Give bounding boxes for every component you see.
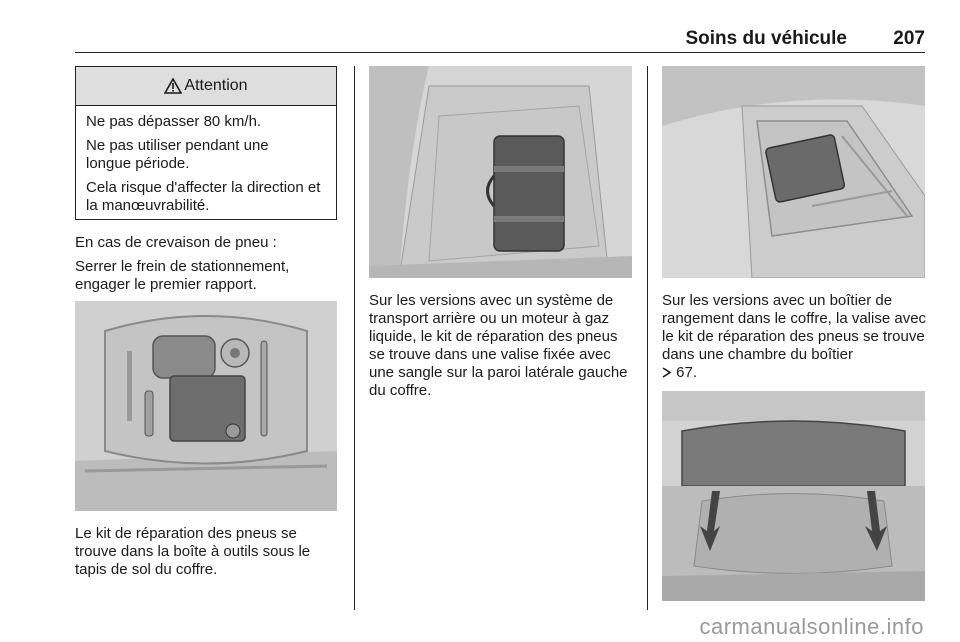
col3-caption <box>662 292 927 382</box>
storage-box-photo <box>662 66 925 278</box>
photo-caption <box>662 292 927 382</box>
trunk-case-photo <box>369 66 632 278</box>
col1-text <box>75 234 337 300</box>
photo-caption: Sur les versions avec un système de transport arrière ou un moteur à gaz liquide, le kit de réparation des pneus se trouve dans une valise fixée avec une sangle sur la paroi latérale gauche du coffre. <box>369 292 628 399</box>
column-divider-1 <box>354 66 355 610</box>
warning-line: Ne pas utiliser pendant une longue période. <box>86 137 269 172</box>
trunk-open-photo <box>662 391 925 601</box>
warning-header <box>76 67 336 106</box>
caption-text: Sur les versions avec un boîtier de rangement dans le coffre, la valise avec le kit de réparation des pneus se trouve dans une chambre du boîtier <box>662 292 927 363</box>
col2-caption <box>369 292 634 406</box>
section-title: Soins du véhicule <box>685 28 847 49</box>
page-reference-icon <box>662 367 672 378</box>
photo-caption: Le kit de réparation des pneus se trouve dans la boîte à outils sous le tapis de sol du coffre. <box>75 525 311 578</box>
warning-triangle-icon <box>164 78 182 94</box>
warning-line: Cela risque d'affecter la direction et la manœuvrabilité. <box>86 179 321 214</box>
page-header <box>75 28 925 50</box>
toolbox-photo <box>75 301 337 511</box>
col1-caption <box>75 525 337 585</box>
watermark: carmanualsonline.info <box>699 614 924 639</box>
header-rule <box>75 52 925 53</box>
column-divider-2 <box>647 66 648 610</box>
paragraph: En cas de crevaison de pneu : <box>75 234 277 251</box>
reference-page: 67. <box>676 364 698 381</box>
page-number: 207 <box>893 28 925 49</box>
warning-line: Ne pas dépasser 80 km/h. <box>86 113 262 130</box>
warning-title: Attention <box>184 77 248 94</box>
paragraph: Serrer le frein de stationnement, engager le premier rapport. <box>75 258 290 293</box>
warning-body <box>76 106 336 215</box>
warning-box <box>75 66 337 220</box>
